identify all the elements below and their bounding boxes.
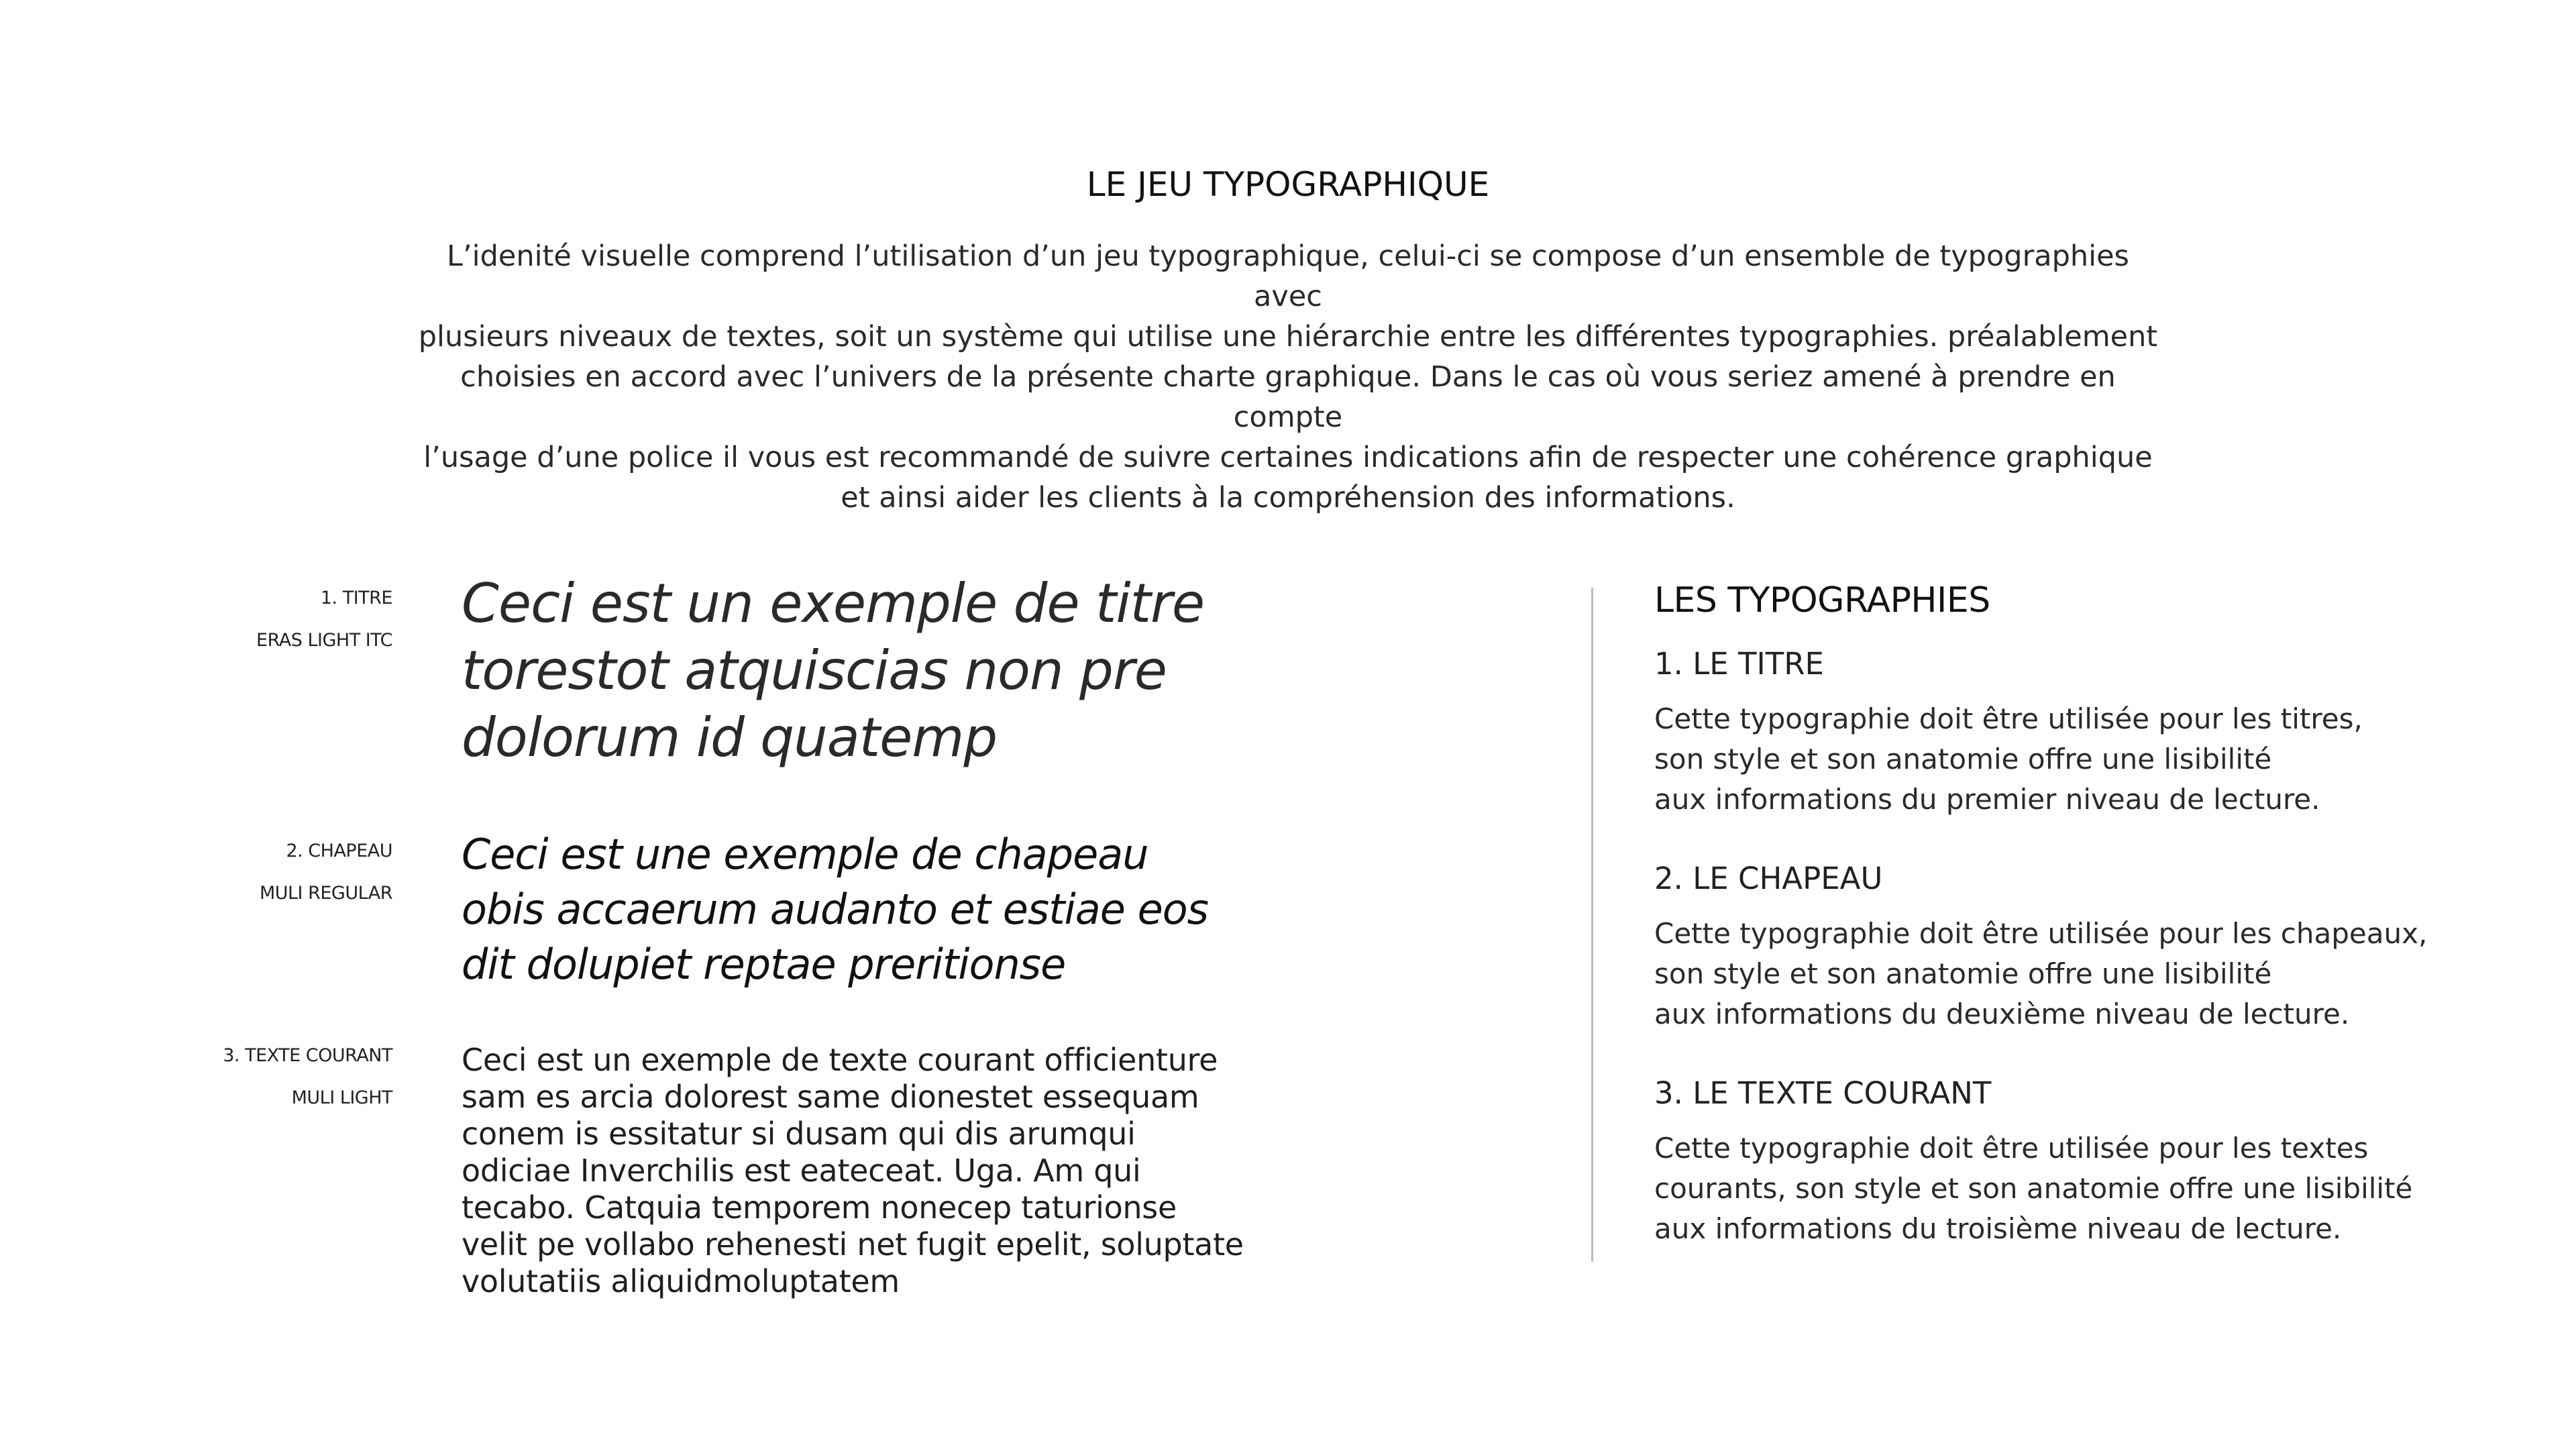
specimen-titre-line: Ceci est un exemple de titre xyxy=(462,572,1205,635)
specimen-courant-line: Ceci est un exemple de texte courant officienture xyxy=(462,1042,1218,1078)
section-chapeau xyxy=(1654,859,2526,1034)
specimen-titre xyxy=(462,570,1401,771)
specimen-titre-line: torestot atquiscias non pre xyxy=(462,639,1167,702)
label-titre-name: 1. TITRE xyxy=(320,588,392,608)
label-chapeau-font: MULI REGULAR xyxy=(259,883,392,904)
section-line: courants, son style et son anatomie offre une lisibilité xyxy=(1654,1172,2413,1205)
specimen-chapeau-line: Ceci est une exemple de chapeau xyxy=(462,830,1148,879)
page-title: LE JEU TYPOGRAPHIQUE xyxy=(1086,164,1490,204)
specimen-courant-line: volutatiis aliquidmoluptatem xyxy=(462,1263,900,1299)
section-line: aux informations du deuxième niveau de lecture. xyxy=(1654,998,2350,1030)
section-line: aux informations du troisième niveau de lecture. xyxy=(1654,1212,2342,1245)
label-courant-font: MULI LIGHT xyxy=(291,1087,392,1108)
intro-line: plusieurs niveaux de textes, soit un système qui utilise une hiérarchie entre les différentes typographies. préalablement xyxy=(418,320,2158,354)
intro-paragraph xyxy=(416,236,2160,518)
specimen-courant-line: tecabo. Catquia temporem nonecep taturionse xyxy=(462,1189,1177,1226)
label-courant xyxy=(161,1034,392,1119)
label-chapeau xyxy=(161,830,392,914)
section-description xyxy=(1654,1128,2526,1249)
section-line: aux informations du premier niveau de lecture. xyxy=(1654,783,2320,816)
section-line: Cette typographie doit être utilisée pour les chapeaux, xyxy=(1654,917,2428,950)
section-title: 1. LE TITRE xyxy=(1654,646,1824,682)
label-courant-name: 3. TEXTE COURANT xyxy=(223,1045,392,1066)
specimen-courant-line: conem is essitatur si dusam qui dis arumqui xyxy=(462,1116,1136,1152)
specimen-courant-line: odiciae Inverchilis est eateceat. Uga. Am qui xyxy=(462,1152,1141,1189)
label-chapeau-name: 2. CHAPEAU xyxy=(286,841,392,861)
section-line: Cette typographie doit être utilisée pour les textes xyxy=(1654,1132,2369,1165)
specimen-courant-line: velit pe vollabo rehenesti net fugit epelit, soluptate xyxy=(462,1226,1244,1263)
section-line: Cette typographie doit être utilisée pour les titres, xyxy=(1654,702,2363,735)
typographies-column xyxy=(1654,577,2526,1288)
label-titre-font: ERAS LIGHT ITC xyxy=(256,630,392,651)
specimen-courant-line: sam es arcia dolorest same dionestet essequam xyxy=(462,1079,1199,1115)
specimen-chapeau-line: obis accaerum audanto et estiae eos xyxy=(462,885,1208,934)
section-line: son style et son anatomie offre une lisibilité xyxy=(1654,743,2272,775)
specimen-chapeau-line: dit dolupiet reptae preritionse xyxy=(462,940,1066,989)
section-titre xyxy=(1654,644,2526,820)
intro-line: L’idenité visuelle comprend l’utilisation d’un jeu typographique, celui-ci se compose d’un ensemble de typographies avec xyxy=(447,239,2129,313)
section-courant xyxy=(1654,1073,2526,1249)
intro-line: et ainsi aider les clients à la compréhension des informations. xyxy=(841,481,1735,515)
section-description xyxy=(1654,699,2526,820)
section-line: son style et son anatomie offre une lisibilité xyxy=(1654,957,2272,990)
typographies-heading: LES TYPOGRAPHIES xyxy=(1654,580,1990,621)
section-title: 3. LE TEXTE COURANT xyxy=(1654,1075,1992,1111)
section-title: 2. LE CHAPEAU xyxy=(1654,861,1883,896)
specimen-titre-line: dolorum id quatemp xyxy=(462,706,998,769)
section-description xyxy=(1654,914,2526,1034)
specimen-chapeau xyxy=(462,827,1401,992)
column-divider xyxy=(1591,588,1593,1262)
specimen-courant xyxy=(462,1042,1267,1300)
label-titre xyxy=(161,577,392,661)
intro-line: l’usage d’une police il vous est recommandé de suivre certaines indications afin de respecter une cohérence graphique xyxy=(423,441,2153,474)
intro-line: choisies en accord avec l’univers de la présente charte graphique. Dans le cas où vous seriez amené à prendre en compte xyxy=(460,360,2116,434)
